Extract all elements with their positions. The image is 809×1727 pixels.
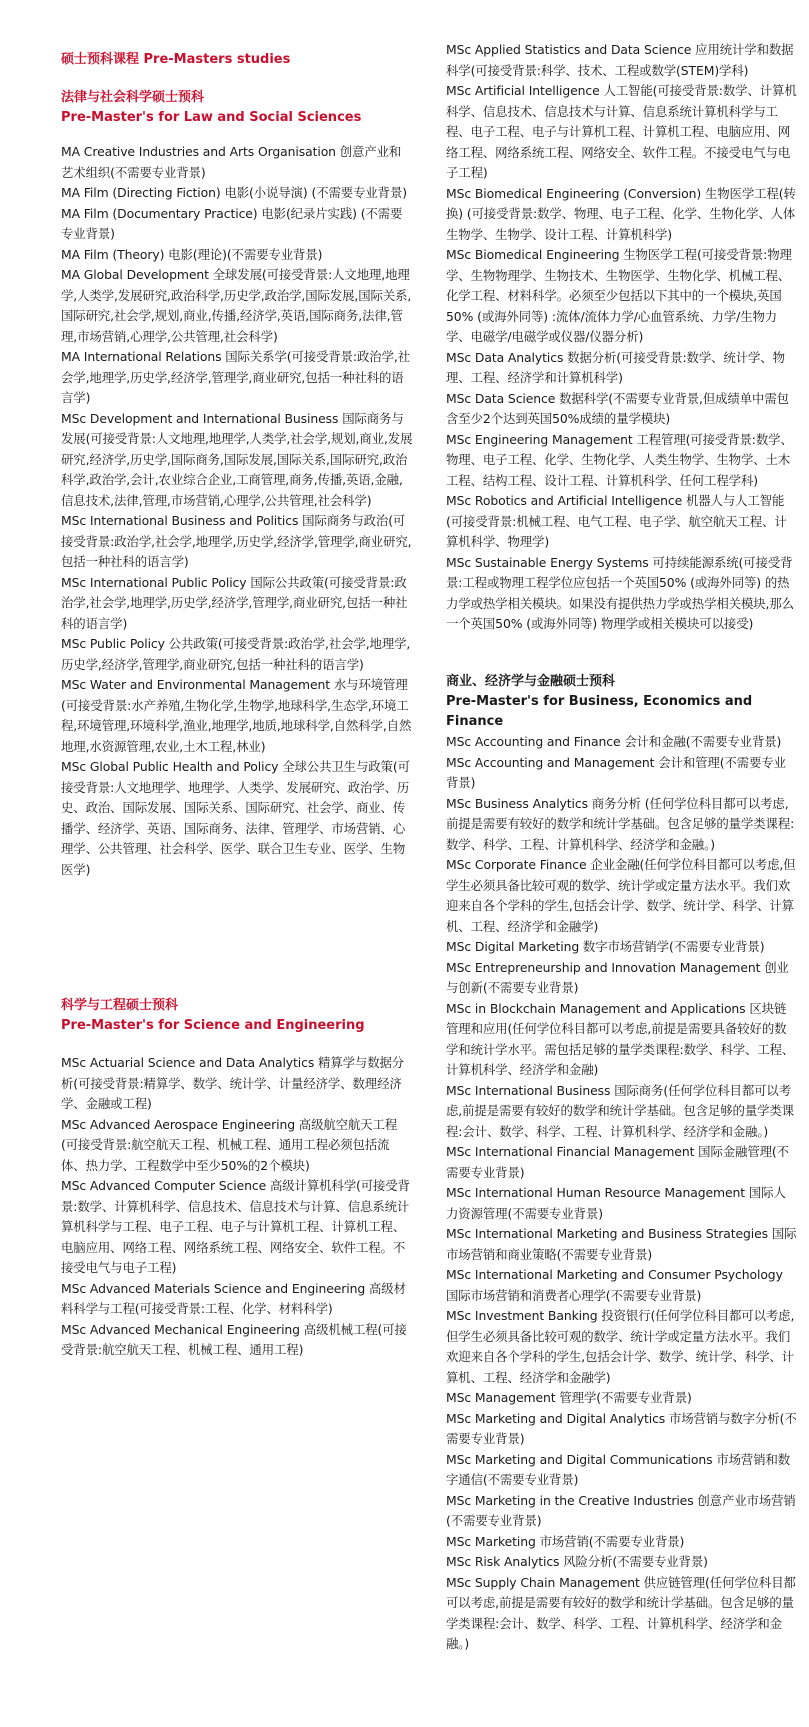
course-item: MSc Risk Analytics 风险分析(不需要专业背景) (446, 1554, 708, 1569)
course-item: MSc Actuarial Science and Data Analytics 精算学与数据分析(可接受背景:精算学、数学、统计学、计量经济学、数理经济学、金融或工程) (61, 1055, 405, 1111)
course-item: MSc Digital Marketing 数字市场营销学(不需要专业背景) (446, 939, 765, 954)
section-business-economics-finance (446, 672, 798, 732)
course-item: MSc Advanced Mechanical Engineering 高级机械工程(可接受背景:航空航天工程、机械工程、通用工程) (61, 1321, 407, 1357)
course-item: MSc International Business 国际商务(任何学位科目都可以考虑,前提是需要有较好的数学和统计学基础。包含足够的量学类课程:会计、数学、科学、工程、计算机科学、经济学和金融。) (446, 1082, 794, 1139)
course-item: MSc International Business and Politics 国际商务与政治(可接受背景:政治学,社会学,地理学,历史学,经济学,管理学,商业研究,包括一种社科的语言学) (61, 513, 412, 569)
course-list-business (446, 732, 798, 1655)
course-item: MSc International Human Resource Management 国际人力资源管理(不需要专业背景) (446, 1185, 786, 1221)
course-item: MSc Artificial Intelligence 人工智能(可接受背景:数学、计算机科学、信息技术、信息技术与计算、信息系统计算机科学与工程、电子工程、电子与计算机工程、计算机工程、电脑应用、网络工程、网络系统工程、网络安全、软件工程。不接受电气与电子工程) (446, 83, 797, 180)
section-title-en: Pre-Master's for Law and Social Sciences (61, 110, 362, 125)
section-law-social-sciences (61, 88, 413, 128)
course-item: MSc Advanced Computer Science 高级计算机科学(可接受背景:数学、计算机科学、信息技术、信息技术与计算、信息系统计算机科学与工程、电子工程、电子与计算机工程、计算机工程、电脑应用、网络工程、网络系统工程、网络安全、软件工程。不接受电气与电子工程) (61, 1178, 410, 1275)
course-item: MA Creative Industries and Arts Organisation 创意产业和艺术组织(不需要专业背景) (61, 144, 402, 180)
course-item: MSc Sustainable Energy Systems 可持续能源系统(可接受背景:工程或物理工程学位应包括一个英国50% (或海外同等) 的热力学或热学相关模块。如果没有提供热力学或热学相关模块,那么一个英国50% (或海外同等) 物理学或相关模块可以接受) (446, 554, 794, 631)
course-item: MA Film (Documentary Practice) 电影(纪录片实践) (不需要专业背景) (61, 205, 403, 241)
course-item: MSc Corporate Finance 企业金融(任何学位科目都可以考虑,但学生必须具备比较可观的数学、统计学或定量方法水平。我们欢迎来自各个学科的学生,包括会计学、数学、统计学、科学、计算机、工程、经济学和金融学) (446, 857, 796, 934)
course-item: MA International Relations 国际关系学(可接受背景:政治学,社会学,地理学,历史学,经济学,管理学,商业研究,包括一种社科的语言学) (61, 349, 410, 405)
course-item: MSc International Public Policy 国际公共政策(可接受背景:政治学,社会学,地理学,历史学,经济学,管理学,商业研究,包括一种社科的语言学) (61, 574, 408, 631)
course-list-science (61, 1053, 413, 1361)
course-item: MSc Development and International Business 国际商务与发展(可接受背景:人文地理,地理学,人类学,社会学,规划,商业,发展研究,经济学,历史学,国际商务,国际发展,国际关系,国际研究,政治科学,政治学,会计,农业综合企业,工商管理,商务,传播,英语,金融,信息技术,法律,管理,市场营销,心理学,公共管理,社会科学) (61, 410, 413, 508)
course-item: MSc Biomedical Engineering 生物医学工程(可接受背景:物理学、生物物理学、生物技术、生物医学、生物化学、机械工程、化学工程、材料科学。必须至少包括以下其中的一个模块,英国50% (或海外同等) :流体/流体力学/心血管系统、力学/生物力学、电磁学/电磁学或仪器/仪器分析) (446, 247, 792, 344)
course-item: MSc Public Policy 公共政策(可接受背景:政治学,社会学,地理学,历史学,经济学,管理学,商业研究,包括一种社科的语言学) (61, 636, 411, 672)
section-title-zh: 法律与社会科学硕士预科 (61, 90, 205, 105)
course-item: MSc Supply Chain Management 供应链管理(任何学位科目都可以考虑,前提是需要有较好的数学和统计学基础。包含足够的量学类课程:会计、数学、科学、工程、计算机科学、经济学和金融。) (446, 1574, 796, 1651)
course-item: MSc Marketing and Digital Communications 市场营销和数字通信(不需要专业背景) (446, 1451, 791, 1487)
course-item: MSc Entrepreneurship and Innovation Management 创业与创新(不需要专业背景) (446, 959, 789, 995)
page-heading (61, 50, 413, 70)
course-item: MA Film (Theory) 电影(理论)(不需要专业背景) (61, 246, 323, 262)
course-item: MSc Water and Environmental Management 水与环境管理(可接受背景:水产养殖,生物化学,生物学,地球科学,生态学,环境工程,环境管理,环境科学,渔业,地理学,地质,地球科学,自然科学,自然地理,水资源管理,农业,土木工程,林业) (61, 677, 412, 754)
course-item: MSc Marketing and Digital Analytics 市场营销与数字分析(不需要专业背景) (446, 1410, 797, 1446)
course-item: MSc Data Analytics 数据分析(可接受背景:数学、统计学、物理、工程、经济学和计算机科学) (446, 349, 785, 385)
course-item: MSc Marketing in the Creative Industries 创意产业市场营销(不需要专业背景) (446, 1492, 796, 1528)
section-title-zh: 商业、经济学与金融硕士预科 (446, 674, 616, 689)
course-item: MSc Advanced Materials Science and Engineering 高级材料科学与工程(可接受背景:工程、化学、材料科学) (61, 1280, 406, 1316)
course-list-science-continued (446, 40, 798, 635)
section-science-engineering (61, 996, 413, 1036)
course-item: MSc Investment Banking 投资银行(任何学位科目都可以考虑,但学生必须具备比较可观的数学、统计学或定量方法水平。我们欢迎来自各个学科的学生,包括会计学、数学、统计学、科学、计算机、工程、经济学和金融学) (446, 1308, 795, 1385)
course-item: MSc Accounting and Management 会计和管理(不需要专业背景) (446, 754, 786, 790)
section-title-en: Pre-Master's for Science and Engineering (61, 1018, 365, 1033)
course-item: MA Film (Directing Fiction) 电影(小说导演) (不需要专业背景) (61, 185, 407, 200)
course-item: MSc Engineering Management 工程管理(可接受背景:数学、物理、电子工程、化学、生物化学、人类生物学、生物学、土木工程、结构工程、设计工程、计算机科学、任何工程学科) (446, 431, 793, 488)
course-item: MSc Accounting and Finance 会计和金融(不需要专业背景) (446, 734, 782, 749)
course-item: MSc International Financial Management 国际金融管理(不需要专业背景) (446, 1144, 789, 1180)
page-title: 硕士预科课程 Pre-Masters studies (61, 52, 291, 67)
course-item: MSc International Marketing and Consumer Psychology 国际市场营销和消费者心理学(不需要专业背景) (446, 1267, 783, 1303)
course-item: MSc Data Science 数据科学(不需要专业背景,但成绩单中需包含至少2个达到英国50%成绩的量学模块) (446, 390, 789, 426)
course-list-law (61, 142, 413, 880)
section-title-zh: 科学与工程硕士预科 (61, 998, 179, 1013)
course-item: MSc Biomedical Engineering (Conversion) 生物医学工程(转换) (可接受背景:数学、物理、电子工程、化学、生物化学、人体生物学、生物学、设计工程、计算机科学) (446, 185, 796, 242)
course-item: MSc Applied Statistics and Data Science 应用统计学和数据科学(可接受背景:科学、技术、工程或数学(STEM)学科) (446, 42, 794, 78)
course-item: MSc Global Public Health and Policy 全球公共卫生与政策(可接受背景:人文地理学、地理学、人类学、发展研究、政治学、历史、政治、国际发展、国际关系、国际研究、社会学、商业、传播学、经济学、英语、国际商务、法律、管理学、市场营销、心理学、公共管理、社会科学、医学、联合卫生专业、医学、生物医学) (61, 759, 410, 877)
course-item: MSc Business Analytics 商务分析 (任何学位科目都可以考虑,前提是需要有较好的数学和统计学基础。包含足够的量学类课程:数学、科学、工程、计算机科学、经济学和金融。) (446, 795, 795, 852)
course-item: MSc Advanced Aerospace Engineering 高级航空航天工程(可接受背景:航空航天工程、机械工程、通用工程必须包括流体、热力学、工程数学中至少50%的2个模块) (61, 1116, 398, 1173)
course-item: MSc Management 管理学(不需要专业背景) (446, 1390, 692, 1405)
section-title-en: Pre-Master's for Business, Economics and Finance (446, 694, 753, 729)
course-item: MSc International Marketing and Business Strategies 国际市场营销和商业策略(不需要专业背景) (446, 1226, 797, 1262)
course-item: MSc Marketing 市场营销(不需要专业背景) (446, 1533, 685, 1549)
course-item: MA Global Development 全球发展(可接受背景:人文地理,地理学,人类学,发展研究,政治科学,历史学,政治学,国际发展,国际关系,国际研究,社会学,规划,商业,传播,经济学,英语,国际商务,法律,管理,市场营销,心理学,公共管理,社会科学) (61, 267, 412, 344)
course-item: MSc in Blockchain Management and Applications 区块链管理和应用(任何学位科目都可以考虑,前提是需要具备较好的数学和统计学水平。需包括足够的量学类课程:数学、科学、工程、计算机科学、经济学和金融) (446, 1000, 795, 1077)
course-item: MSc Robotics and Artificial Intelligence 机器人与人工智能(可接受背景:机械工程、电气工程、电子学、航空航天工程、计算机科学、物理学) (446, 493, 787, 549)
